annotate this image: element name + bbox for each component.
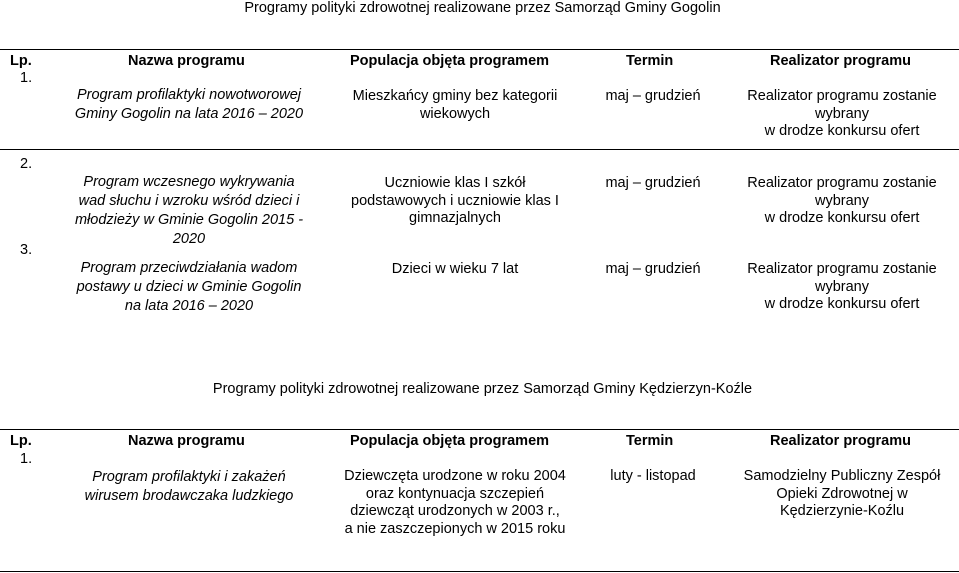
table1-row3-lp: 3. bbox=[20, 242, 33, 258]
table1-row3-population: Dzieci w wieku 7 lat bbox=[391, 261, 519, 277]
table2-header-executor: Realizator programu bbox=[770, 433, 911, 449]
table2-row1-executor: Samodzielny Publiczny Zespół Opieki Zdrowotnej w Kędzierzynie-Koźlu bbox=[743, 468, 941, 519]
table1-row1-executor: Realizator programu zostanie wybrany w drodze konkursu ofert bbox=[747, 88, 937, 139]
table1-row2-population: Uczniowie klas I szkół podstawowych i uczniowie klas I gimnazjalnych bbox=[351, 175, 559, 226]
table1-header-lp: Lp. bbox=[10, 53, 32, 69]
table2-row1-population: Dziewczęta urodzone w roku 2004 oraz kontynuacja szczepień dziewcząt urodzonych w 2003 r., a nie zaszczepionych w 2015 roku bbox=[344, 468, 566, 537]
table1-row1-term: maj – grudzień bbox=[605, 88, 701, 104]
table2-header-name: Nazwa programu bbox=[128, 433, 245, 449]
table1-row3-executor: Realizator programu zostanie wybrany w drodze konkursu ofert bbox=[747, 261, 937, 312]
table2-row1-term: luty - listopad bbox=[610, 468, 696, 484]
table2-row1-name: Program profilaktyki i zakażeń wirusem brodawczaka ludzkiego bbox=[84, 469, 294, 504]
section2-title: Programy polityki zdrowotnej realizowane przez Samorząd Gminy Kędzierzyn-Koźle bbox=[212, 381, 753, 397]
table1-row2-lp: 2. bbox=[20, 156, 33, 172]
table2-header-lp: Lp. bbox=[10, 433, 32, 449]
table1-row1-name: Program profilaktyki nowotworowej Gminy Gogolin na lata 2016 – 2020 bbox=[74, 87, 304, 122]
table2-row1-lp: 1. bbox=[20, 451, 33, 467]
table1-header-name: Nazwa programu bbox=[128, 53, 245, 69]
table1-row1-population: Mieszkańcy gminy bez kategorii wiekowych bbox=[352, 88, 558, 122]
section1-title: Programy polityki zdrowotnej realizowane przez Samorząd Gminy Gogolin bbox=[244, 0, 721, 16]
table1-header-population: Populacja objęta programem bbox=[350, 53, 550, 69]
table1-row2-name: Program wczesnego wykrywania wad słuchu i wzroku wśród dzieci i młodzieży w Gminie Gogolin 2015 - 2020 bbox=[74, 174, 304, 247]
table1-row1-lp: 1. bbox=[20, 70, 33, 86]
table2-header-term: Termin bbox=[626, 433, 674, 449]
table1-row1-rule bbox=[0, 149, 959, 150]
table2-header-population: Populacja objęta programem bbox=[350, 433, 550, 449]
table2-top-rule bbox=[0, 429, 959, 430]
table1-top-rule bbox=[0, 49, 959, 50]
table1-header-term: Termin bbox=[626, 53, 674, 69]
table2-bottom-rule bbox=[0, 571, 959, 572]
table1-row2-term: maj – grudzień bbox=[605, 175, 701, 191]
table1-row3-name: Program przeciwdziałania wadom postawy u dzieci w Gminie Gogolin na lata 2016 – 2020 bbox=[76, 260, 302, 314]
table1-row2-executor: Realizator programu zostanie wybrany w drodze konkursu ofert bbox=[747, 175, 937, 226]
table1-row3-term: maj – grudzień bbox=[605, 261, 701, 277]
table1-header-executor: Realizator programu bbox=[770, 53, 911, 69]
